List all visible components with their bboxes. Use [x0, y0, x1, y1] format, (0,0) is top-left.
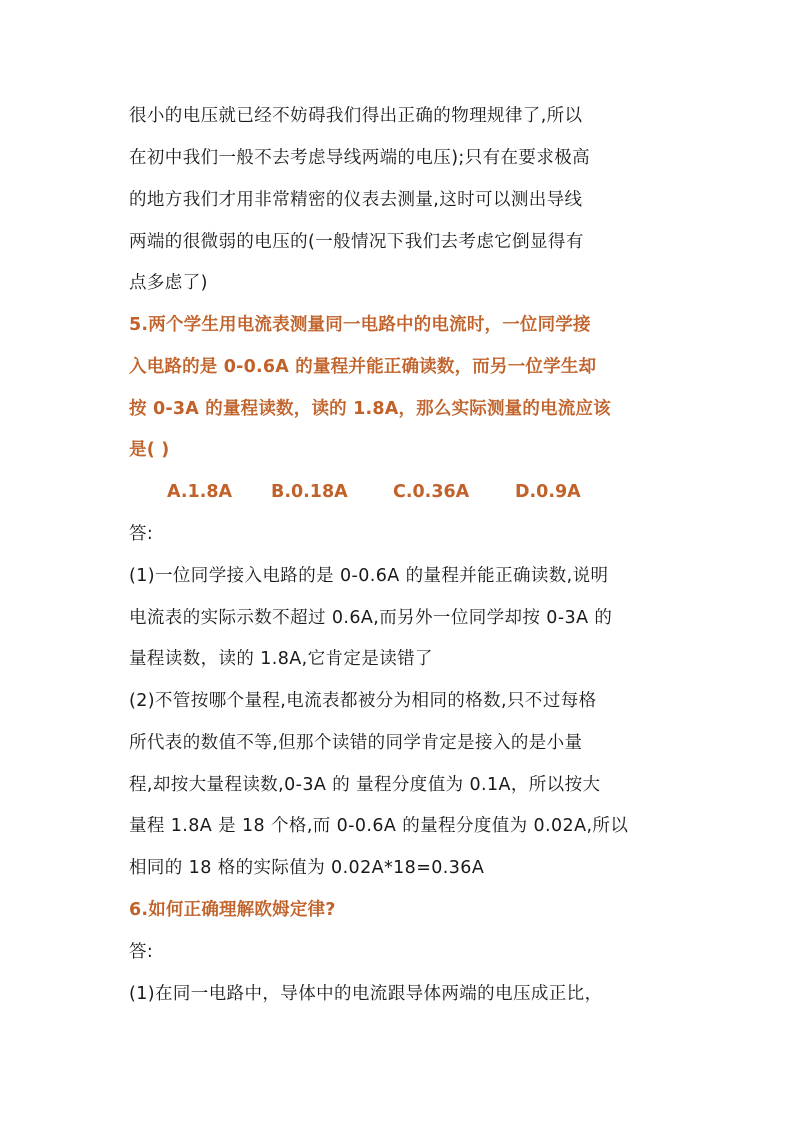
answer-line: 量程 1.8A 是 18 个格,而 0-0.6A 的量程分度值为 0.02A,所以	[129, 816, 629, 836]
question-5-line: 按 0-3A 的量程读数，读的 1.8A，那么实际测量的电流应该	[129, 399, 611, 419]
answer-line: (1)在同一电路中，导体中的电流跟导体两端的电压成正比，	[129, 984, 603, 1004]
answer-line: 所代表的数值不等,但那个读错的同学肯定是接入的是小量	[129, 733, 583, 753]
text-line: 在初中我们一般不去考虑导线两端的电压);只有在要求极高	[129, 148, 591, 168]
text-line: 的地方我们才用非常精密的仪表去测量,这时可以测出导线	[129, 190, 583, 210]
option-b: B.0.18A	[271, 482, 348, 502]
option-d: D.0.9A	[515, 482, 581, 502]
answer-line: 程,却按大量程读数,0-3A 的 量程分度值为 0.1A，所以按大	[129, 775, 601, 795]
answer-label: 答:	[129, 524, 154, 544]
answer-line: 相同的 18 格的实际值为 0.02A*18=0.36A	[129, 858, 485, 878]
answer-line: 量程读数，读的 1.8A,它肯定是读错了	[129, 649, 433, 669]
text-line: 两端的很微弱的电压的(一般情况下我们去考虑它倒显得有	[129, 232, 584, 252]
question-5-line: 是( )	[129, 440, 170, 460]
answer-line: 电流表的实际示数不超过 0.6A,而另外一位同学却按 0-3A 的	[129, 608, 613, 628]
option-a: A.1.8A	[167, 482, 233, 502]
answer-line: (2)不管按哪个量程,电流表都被分为相同的格数,只不过每格	[129, 691, 597, 711]
text-line: 很小的电压就已经不妨碍我们得出正确的物理规律了,所以	[129, 106, 583, 126]
answer-options	[0, 480, 794, 504]
answer-label: 答:	[129, 942, 154, 962]
question-5-line: 入电路的是 0-0.6A 的量程并能正确读数，而另一位学生却	[129, 357, 597, 377]
option-c: C.0.36A	[393, 482, 470, 502]
question-6: 6.如何正确理解欧姆定律?	[129, 900, 336, 920]
text-line: 点多虑了)	[129, 273, 208, 293]
answer-line: (1)一位同学接入电路的是 0-0.6A 的量程并能正确读数,说明	[129, 566, 609, 586]
question-5-line: 5.两个学生用电流表测量同一电路中的电流时，一位同学接	[129, 315, 591, 335]
